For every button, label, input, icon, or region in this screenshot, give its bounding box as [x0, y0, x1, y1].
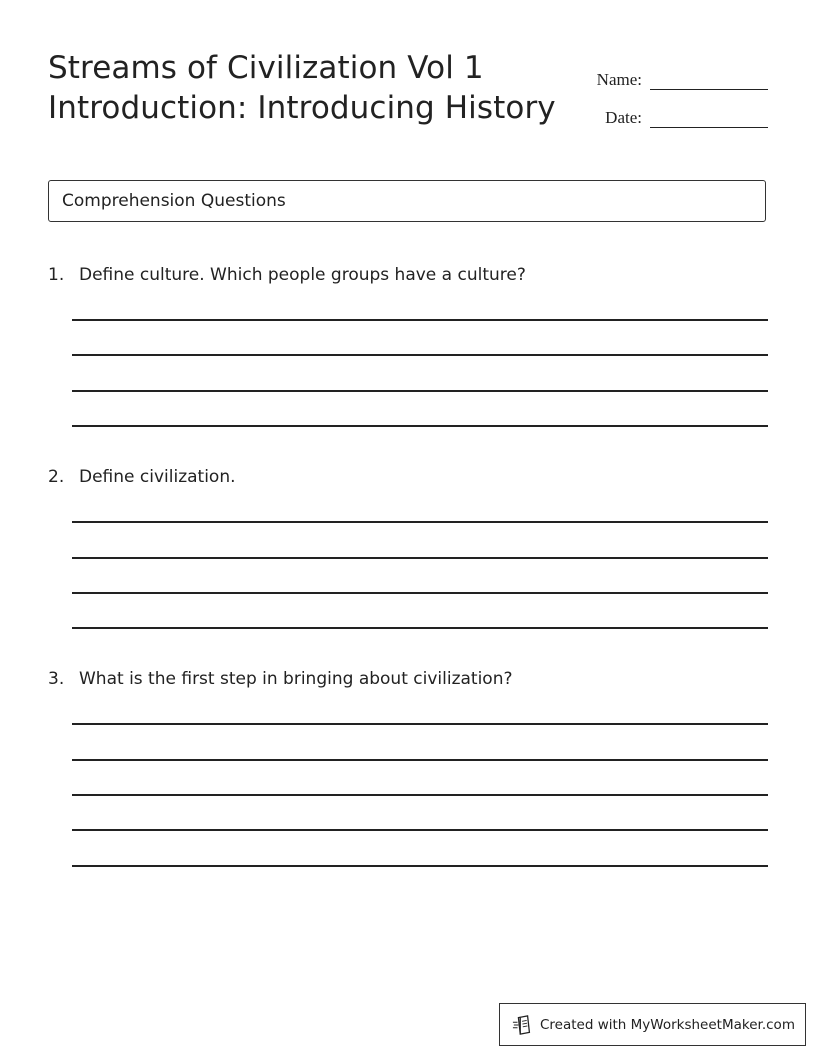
answer-line[interactable] — [72, 557, 768, 559]
answer-line[interactable] — [72, 723, 768, 725]
answer-line[interactable] — [72, 794, 768, 796]
question-2-prompt: Define civilization. — [79, 467, 236, 487]
question-1-number: 1. — [48, 265, 65, 285]
answer-line[interactable] — [72, 829, 768, 831]
name-blank-line[interactable] — [650, 65, 768, 90]
date-field[interactable] — [568, 90, 768, 128]
date-label: Date: — [605, 108, 642, 127]
title-line-2: Introduction: Introducing History — [48, 90, 556, 126]
question-3-number: 3. — [48, 669, 65, 689]
footer-credit[interactable] — [499, 1003, 806, 1046]
title-line-1: Streams of Civilization Vol 1 — [48, 50, 484, 86]
section-heading — [48, 180, 766, 222]
question-2 — [48, 465, 768, 489]
answer-line[interactable] — [72, 521, 768, 523]
question-3-prompt: What is the first step in bringing about civilization? — [79, 669, 513, 689]
date-blank-line[interactable] — [650, 103, 768, 128]
answer-line[interactable] — [72, 865, 768, 867]
question-2-number: 2. — [48, 467, 65, 487]
section-heading-label: Comprehension Questions — [62, 191, 286, 211]
question-3 — [48, 667, 768, 691]
worksheet-maker-logo-icon — [512, 1014, 534, 1036]
answer-line[interactable] — [72, 592, 768, 594]
question-1-text — [48, 263, 768, 287]
answer-line[interactable] — [72, 425, 768, 427]
name-label: Name: — [596, 70, 642, 89]
name-field[interactable] — [568, 52, 768, 90]
answer-line[interactable] — [72, 627, 768, 629]
question-1-prompt: Define culture. Which people groups have a culture? — [79, 265, 526, 285]
footer-text: Created with MyWorksheetMaker.com — [540, 1016, 795, 1033]
answer-line[interactable] — [72, 390, 768, 392]
student-fields — [568, 52, 768, 128]
answer-line[interactable] — [72, 319, 768, 321]
worksheet-title — [48, 48, 568, 128]
answer-line[interactable] — [72, 354, 768, 356]
question-3-text — [48, 667, 768, 691]
question-2-text — [48, 465, 768, 489]
question-1 — [48, 263, 768, 287]
answer-line[interactable] — [72, 759, 768, 761]
